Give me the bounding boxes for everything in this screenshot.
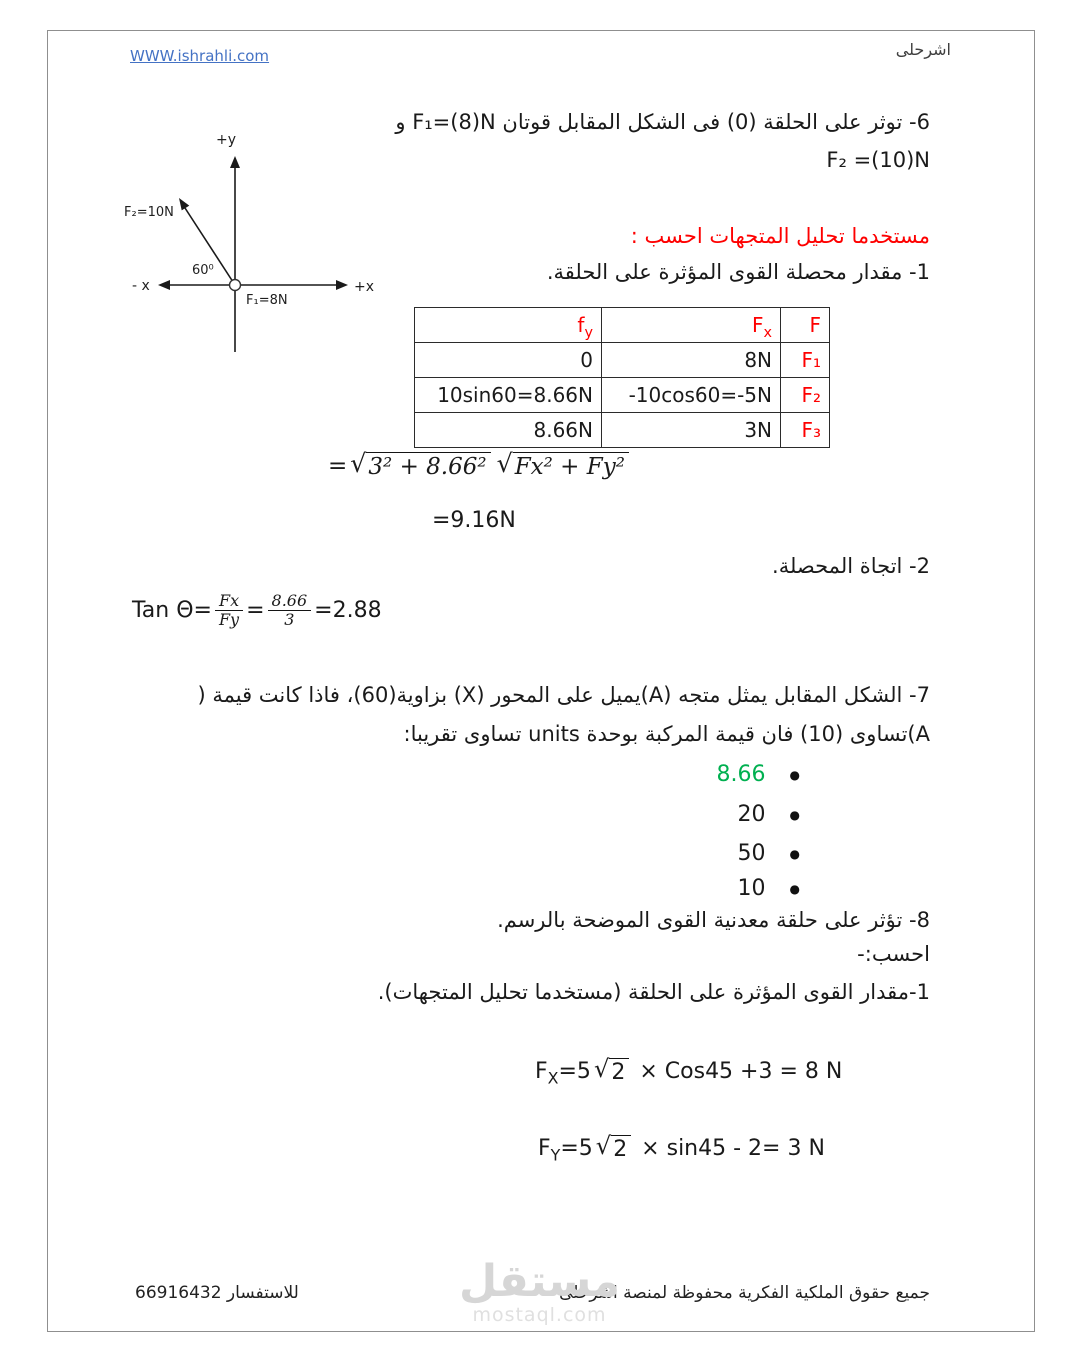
site-link[interactable]: WWW.ishrahli.com: [130, 47, 270, 65]
cell-f2-label: F₂: [781, 378, 830, 413]
option-50: [738, 841, 800, 866]
cell-f3-label: F₃: [781, 413, 830, 448]
option-value: 8.66: [716, 762, 766, 787]
fraction-866-3: $\frac{8.66}{3}$: [268, 592, 312, 630]
radical-icon: √: [593, 1055, 610, 1083]
label-neg-x: - x: [132, 278, 150, 294]
footer-copyright: جميع حقوق الملكية الفكرية محفوظة لمنصة اشرحلى: [559, 1283, 930, 1303]
label-f1: F₁=8N: [246, 293, 288, 308]
header-f: F: [781, 308, 830, 343]
brand-title: اشرحلى: [895, 40, 951, 59]
instruction-red: مستخدما تحليل المتجهات احسب :: [630, 224, 930, 248]
option-value: 20: [737, 802, 766, 827]
tan-formula: [132, 592, 382, 630]
item-2: 2- اتجاة المحصلة.: [772, 554, 930, 578]
fx-formula: $F_X=5$ √ 2 × Cos45 +3 = 8 N: [535, 1055, 843, 1088]
question-8-line3: 1-مقدار القوى المؤثرة على الحلقة (مستخدما تحليل المتجهات).: [377, 980, 930, 1004]
header-fy: $f_y$: [415, 308, 602, 343]
watermark-domain: mostaql.com: [472, 1304, 607, 1326]
footer-contact: للاستفسار 66916432: [135, 1283, 299, 1303]
table-header-row: [415, 308, 830, 343]
item-1: 1- مقدار محصلة القوى المؤثرة على الحلقة.: [546, 260, 930, 284]
cell-f3-fx: 3N: [602, 413, 781, 448]
question-7-line2: A)تساوى (10) فان قيمة المركبة بوحدة units تساوى تقريبا:: [403, 721, 930, 746]
origin-ring: [230, 280, 241, 291]
cell-f2-fy: 10sin60=8.66N: [415, 378, 602, 413]
option-8-66: [717, 762, 800, 787]
radicand-2: Fx² + Fy²: [513, 452, 629, 482]
question-6-line2: F₂ =(10)N: [826, 147, 930, 172]
label-angle-60: 60⁰: [192, 263, 214, 278]
f2-arrow-icon: [179, 198, 189, 210]
watermark-arabic: مستقل: [459, 1256, 620, 1307]
bullet-icon: ●: [789, 767, 800, 782]
x-arrow-icon: [336, 280, 348, 290]
magnitude-result: =9.16N: [432, 508, 516, 533]
label-plus-y: +y: [216, 132, 237, 148]
label-f2: F₂=10N: [124, 205, 174, 220]
watermark: [459, 1256, 620, 1326]
option-value: 50: [737, 841, 766, 866]
radicand-1: 3² + 8.66²: [366, 452, 490, 482]
fy-formula: $F_Y=5$ √ 2 × sin45 - 2= 3 N: [538, 1132, 825, 1165]
force-diagram: [116, 116, 386, 364]
cell-f1-fy: 0: [415, 343, 602, 378]
bullet-icon: ●: [789, 807, 800, 822]
label-plus-x: +x: [354, 279, 375, 295]
question-6: [350, 104, 930, 180]
fraction-fx-fy: $\frac{Fx}{Fy}$: [215, 592, 243, 630]
question-6-line1: 6- توثر على الحلقة (0) فى الشكل المقابل قوتان F₁=(8)N و: [395, 110, 930, 134]
question-8-line1: 8- تؤثر على حلقة معدنية القوى الموضحة بالرسم.: [497, 908, 930, 932]
radical-icon: √: [496, 449, 513, 478]
neg-x-arrow-icon: [158, 280, 170, 290]
table-row: [415, 413, 830, 448]
tan-prefix: Tan Θ=: [132, 598, 212, 624]
cell-f3-fy: 8.66N: [415, 413, 602, 448]
question-7-line1: 7- الشكل المقابل يمثل متجه (A)يميل على المحور (X) بزاوية(60)، فاذا كانت قيمة (: [197, 683, 930, 707]
cell-f1-label: F₁: [781, 343, 830, 378]
cell-f1-fx: 8N: [602, 343, 781, 378]
equals-sign: =: [328, 453, 348, 479]
table-row: [415, 378, 830, 413]
bullet-icon: ●: [789, 846, 800, 861]
tan-result: =2.88: [314, 598, 382, 624]
table-row: [415, 343, 830, 378]
forces-table: [414, 307, 830, 448]
cell-f2-fx: -10cos60=-5N: [602, 378, 781, 413]
bullet-icon: ●: [789, 881, 800, 896]
option-10: [738, 876, 800, 901]
header-fx: $F_x$: [602, 308, 781, 343]
question-8-line2: احسب:-: [857, 942, 930, 966]
option-value: 10: [737, 876, 766, 901]
option-20: [738, 802, 800, 827]
magnitude-formula: [328, 449, 632, 482]
equals-sign: =: [246, 598, 265, 624]
radical-icon: √: [350, 449, 367, 478]
y-axis-arrow-icon: [230, 156, 240, 168]
radical-icon: √: [595, 1132, 612, 1160]
question-7: [160, 676, 930, 754]
